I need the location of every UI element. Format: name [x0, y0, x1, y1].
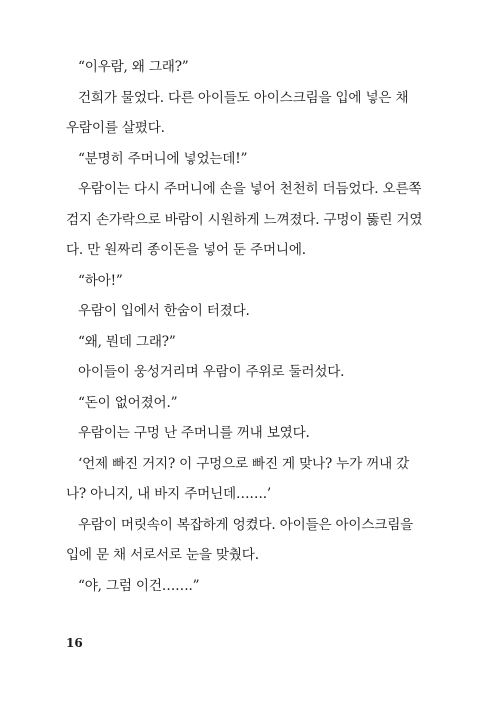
text-line: “왜, 뭔데 그래?” [78, 333, 176, 350]
text-line: 우람이 머릿속이 복잡하게 엉켰다. 아이들은 아이스크림을 [78, 516, 414, 533]
text-line: 우람이는 구멍 난 주머니를 꺼내 보였다. [78, 425, 310, 441]
text-line: 우람이 입에서 한숨이 터졌다. [78, 303, 250, 319]
text-line: 입에 문 채 서로서로 눈을 맞췄다. [66, 547, 259, 563]
text-line: 우람이는 다시 주머니에 손을 넣어 천천히 더듬었다. 오른쪽 [78, 181, 422, 197]
text-line: 검지 손가락으로 바람이 시원하게 느껴졌다. 구멍이 뚫린 거였 [66, 211, 423, 228]
text-line: “돈이 없어졌어.” [78, 394, 178, 411]
text-line: ‘언제 빠진 거지? 이 구멍으로 빠진 게 맞나? 누가 꺼내 갔 [78, 455, 410, 472]
text-line: “이우람, 왜 그래?” [78, 59, 189, 75]
text-line: 우람이를 살폈다. [66, 120, 165, 136]
text-line: 나? 아니지, 내 바지 주머닌데…….’ [66, 486, 271, 502]
body-text [66, 52, 446, 601]
text-line: “야, 그럼 이건…….” [78, 577, 200, 594]
text-line: “분명히 주머니에 넣었는데!” [78, 150, 248, 167]
text-line: 건희가 물었다. 다른 아이들도 아이스크림을 입에 넣은 채 [78, 89, 409, 106]
page-number: 16 [66, 636, 83, 650]
text-line: “하아!” [78, 272, 123, 289]
text-line: 아이들이 웅성거리며 우람이 주위로 둘러섰다. [78, 364, 345, 380]
text-line: 다. 만 원짜리 종이돈을 넣어 둔 주머니에. [66, 242, 306, 258]
